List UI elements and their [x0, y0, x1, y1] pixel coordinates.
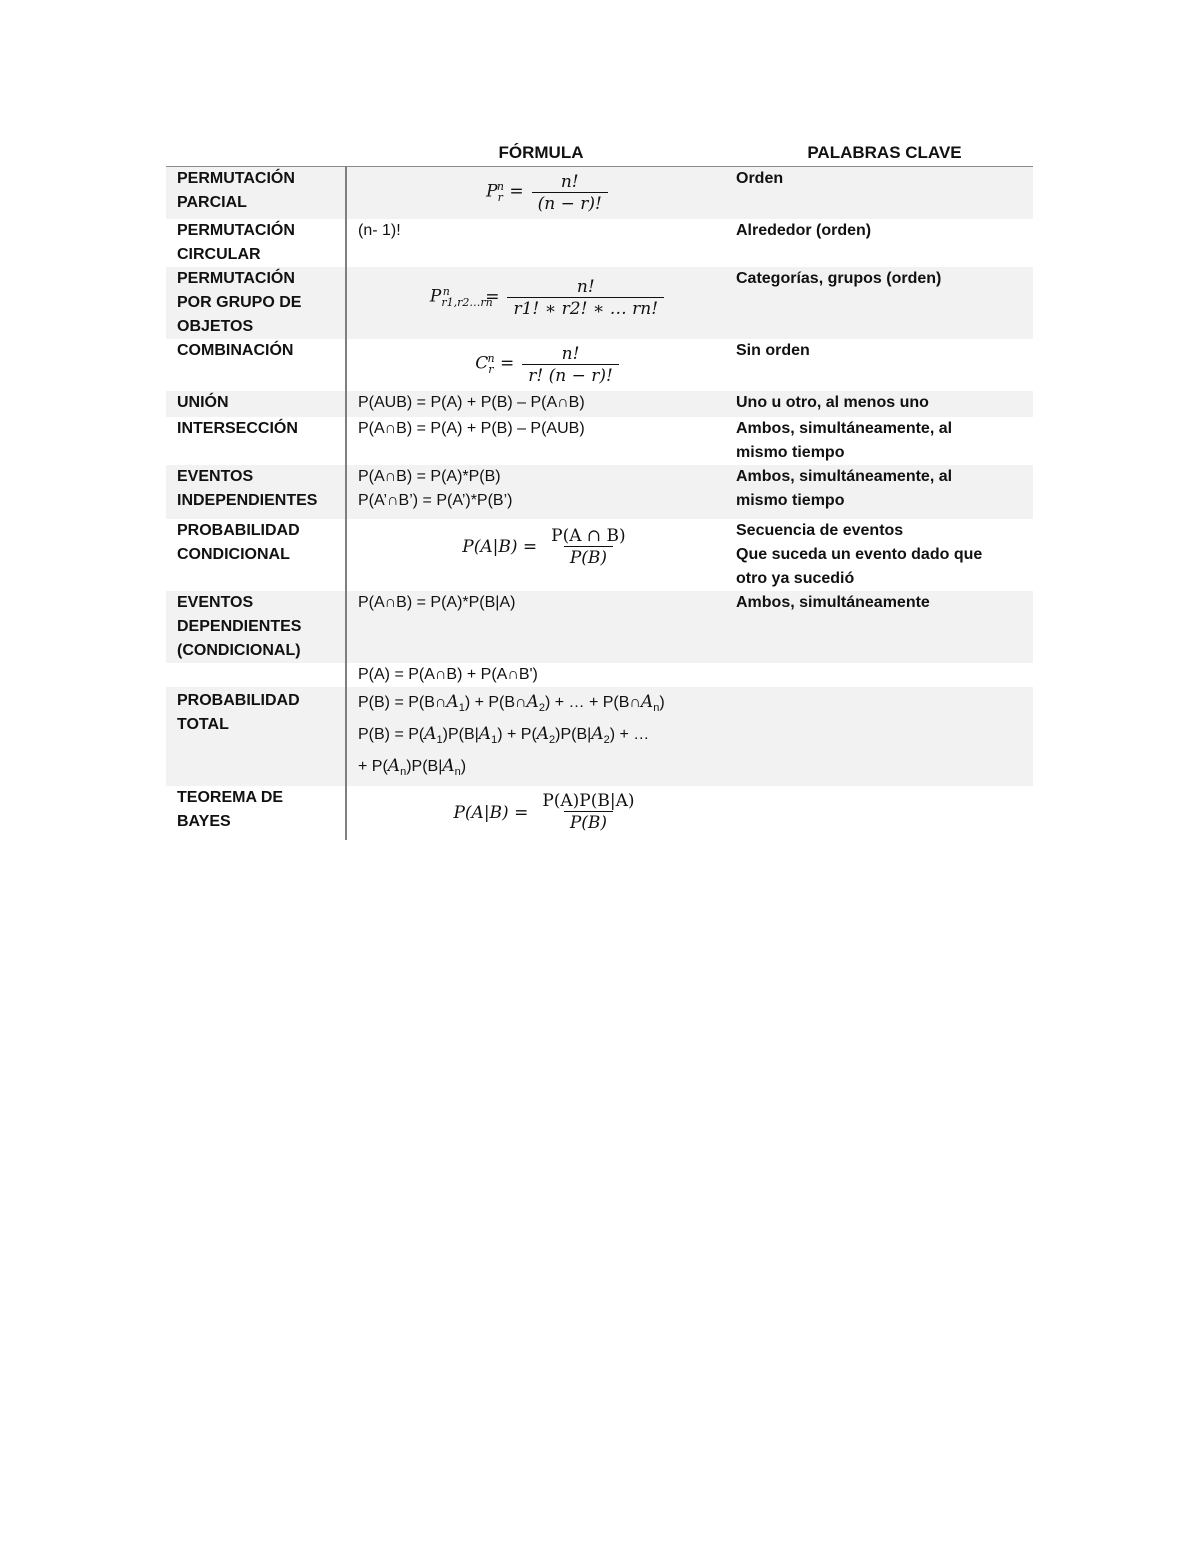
formula-cell — [346, 786, 736, 840]
row-permutacion-grupo — [166, 267, 1033, 339]
formula-text: P(A∩B) = P(A)*P(B|A) — [358, 594, 516, 611]
concept-line: EVENTOS — [177, 468, 254, 485]
fraction-denominator: r1! ∗ r2! ∗ … rn! — [507, 297, 664, 320]
fraction-denominator: (n − r)! — [532, 192, 608, 215]
formula-fraction — [536, 791, 640, 834]
formula-text: P(A) = P(A∩B) + P(A∩B') — [358, 666, 538, 683]
formula-text: (n- 1)! — [358, 222, 401, 239]
concept-line: BAYES — [177, 812, 231, 830]
concept-line: PARCIAL — [177, 194, 247, 211]
concept-line: CONDICIONAL — [177, 546, 290, 563]
concept-line: PERMUTACIÓN — [177, 222, 295, 239]
formula-fraction — [532, 172, 608, 215]
formula-cell — [346, 391, 736, 417]
keyword-line: Categorías, grupos (orden) — [736, 270, 942, 287]
formula-cell — [346, 663, 736, 687]
concept-line: EVENTOS — [177, 594, 254, 611]
keyword-line: Que suceda un evento dado que — [736, 546, 983, 563]
fraction-numerator: P(A)P(B|A) — [542, 791, 635, 812]
row-teorema-bayes — [166, 786, 1033, 840]
keywords-cell — [736, 267, 1033, 339]
header-formula: FÓRMULA — [346, 140, 736, 167]
formula-cell — [346, 417, 736, 465]
concept-name — [166, 786, 346, 840]
formula-table-sheet — [166, 140, 1033, 840]
formula-fraction — [522, 344, 619, 387]
keyword-line: Orden — [736, 170, 784, 187]
keyword-line: Ambos, simultáneamente, al — [736, 468, 953, 485]
keywords-cell — [736, 519, 1033, 591]
keyword-line: Ambos, simultáneamente, al — [736, 420, 953, 437]
formula-text: P(A’∩B’) = P(A’)*P(B’) — [358, 492, 513, 509]
formula-table — [166, 140, 1033, 840]
formula-text: P(A∩B) = P(A) + P(B) – P(AUB) — [358, 420, 585, 437]
formula-lhs: P(A|B) = — [462, 537, 538, 557]
header-keywords: PALABRAS CLAVE — [736, 140, 1033, 167]
concept-line: PROBABILIDAD — [177, 692, 300, 709]
keywords-cell — [736, 417, 1033, 465]
formula-cell — [346, 519, 736, 591]
concept-name — [166, 391, 346, 417]
row-permutacion-circular — [166, 219, 1033, 267]
keyword-line: mismo tiempo — [736, 492, 845, 509]
formula-text: $P(B) = P(B\cap A_1)$ + $P(B\cap A_2)$ + … + $P(B\cap A_n)$ — [358, 692, 665, 715]
keyword-line: Uno u otro, al menos uno — [736, 394, 929, 411]
formula-fraction — [545, 526, 632, 569]
concept-line: PERMUTACIÓN — [177, 270, 295, 287]
row-probabilidad-total — [166, 687, 1033, 786]
concept-line: CIRCULAR — [177, 246, 261, 263]
row-permutacion-parcial — [166, 167, 1033, 220]
keyword-line: Secuencia de eventos — [736, 522, 904, 539]
keywords-cell — [736, 219, 1033, 267]
concept-line: UNIÓN — [177, 394, 229, 411]
row-combinacion — [166, 339, 1033, 391]
keyword-line: Alrededor (orden) — [736, 222, 872, 239]
keywords-cell — [736, 465, 1033, 519]
keyword-line: Sin orden — [736, 342, 810, 359]
fraction-numerator: n! — [561, 343, 580, 364]
concept-line: OBJETOS — [177, 318, 254, 335]
keyword-line: Ambos, simultáneamente — [736, 594, 930, 611]
keywords-cell — [736, 591, 1033, 663]
keywords-cell — [736, 786, 1033, 840]
formula-cell — [346, 167, 736, 220]
concept-name — [166, 591, 346, 663]
concept-name — [166, 687, 346, 786]
keywords-cell — [736, 339, 1033, 391]
concept-name — [166, 267, 346, 339]
formula-text: + $P(A_n)P(B|A_n)$ — [358, 756, 467, 779]
formula-lhs: $P_{r1,r2\dots rn}^n$ = — [429, 285, 500, 310]
row-union — [166, 391, 1033, 417]
concept-line: PERMUTACIÓN — [177, 170, 295, 187]
keywords-cell — [736, 687, 1033, 786]
formula-cell — [346, 591, 736, 663]
table-header-row — [166, 140, 1033, 167]
concept-name — [166, 167, 346, 220]
formula-cell — [346, 219, 736, 267]
keyword-line: otro ya sucedió — [736, 570, 855, 587]
concept-line: TOTAL — [177, 716, 229, 733]
concept-line: DEPENDIENTES — [177, 618, 302, 635]
formula-lhs: P(A|B) = — [453, 802, 529, 823]
concept-name — [166, 417, 346, 465]
fraction-numerator: n! — [576, 276, 595, 297]
fraction-denominator: P(B) — [564, 546, 613, 569]
concept-name — [166, 519, 346, 591]
concept-line: COMBINACIÓN — [177, 342, 294, 359]
concept-line: (CONDICIONAL) — [177, 642, 301, 659]
concept-line: TEOREMA DE — [177, 788, 284, 806]
header-concept — [166, 140, 346, 167]
keywords-cell — [736, 391, 1033, 417]
formula-fraction — [507, 277, 664, 320]
concept-name — [166, 663, 346, 687]
concept-name — [166, 465, 346, 519]
row-probabilidad-total-a — [166, 663, 1033, 687]
concept-name — [166, 219, 346, 267]
concept-line: PROBABILIDAD — [177, 522, 300, 539]
keywords-cell — [736, 663, 1033, 687]
fraction-denominator: r! (n − r)! — [522, 364, 619, 387]
row-probabilidad-condicional — [166, 519, 1033, 591]
concept-line: INTERSECCIÓN — [177, 420, 298, 437]
keywords-cell — [736, 167, 1033, 220]
formula-lhs: $P_r^n$ = — [486, 180, 524, 205]
row-interseccion — [166, 417, 1033, 465]
fraction-denominator: P(B) — [564, 811, 613, 834]
row-eventos-dependientes — [166, 591, 1033, 663]
formula-cell — [346, 267, 736, 339]
formula-cell — [346, 687, 736, 786]
formula-cell — [346, 339, 736, 391]
concept-line: INDEPENDIENTES — [177, 492, 318, 509]
formula-text: P(A∩B) = P(A)*P(B) — [358, 468, 501, 485]
fraction-numerator: n! — [560, 171, 579, 192]
formula-text: P(AUB) = P(A) + P(B) – P(A∩B) — [358, 394, 585, 411]
row-eventos-independientes — [166, 465, 1033, 519]
formula-cell — [346, 465, 736, 519]
formula-text: $P(B) = P(A_1)P(B|A_1) + P(A_2)P(B|A_2)$ + … — [358, 724, 650, 747]
formula-lhs: $C_r^n$ = — [475, 352, 515, 377]
keyword-line: mismo tiempo — [736, 444, 845, 461]
concept-name — [166, 339, 346, 391]
concept-line: POR GRUPO DE — [177, 294, 302, 311]
fraction-numerator: P(A ∩ B) — [551, 525, 626, 546]
